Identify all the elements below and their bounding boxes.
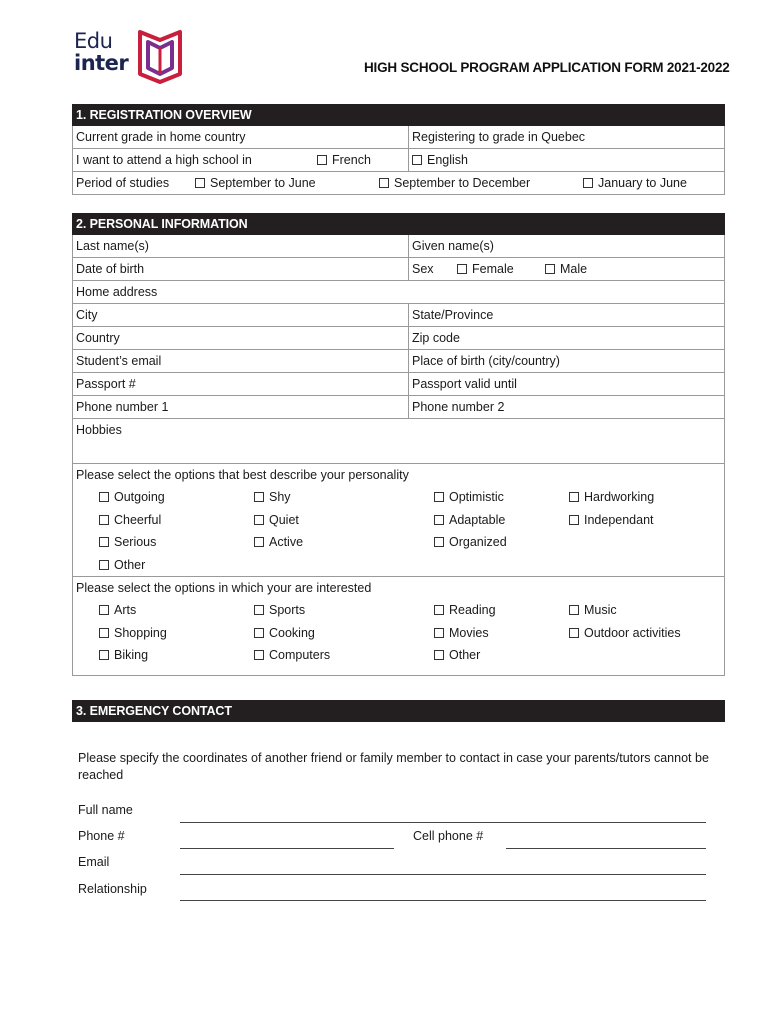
- personality-title: Please select the options that best describe your personality: [76, 468, 409, 482]
- checkbox-icon[interactable]: [99, 650, 109, 660]
- hobbies-field[interactable]: Hobbies: [76, 423, 122, 437]
- interests-block: [73, 576, 724, 675]
- dob-field[interactable]: Date of birth: [73, 258, 409, 280]
- emergency-section: [72, 700, 725, 722]
- home-address-field[interactable]: Home address: [76, 285, 158, 299]
- personality-option[interactable]: Serious: [99, 531, 156, 554]
- interests-title: Please select the options in which your are interested: [76, 581, 372, 595]
- phone1-field[interactable]: Phone number 1: [73, 396, 409, 418]
- checkbox-icon[interactable]: [99, 628, 109, 638]
- cell-phone-label: Cell phone #: [413, 829, 484, 843]
- relationship-label: Relationship: [78, 882, 147, 896]
- checkbox-icon[interactable]: [99, 560, 109, 570]
- personality-option[interactable]: Independant: [569, 509, 654, 532]
- french-option[interactable]: French: [317, 149, 371, 171]
- student-email-field[interactable]: Student’s email: [73, 350, 409, 372]
- personality-block: [73, 463, 724, 576]
- personality-option[interactable]: Active: [254, 531, 303, 554]
- personality-option[interactable]: Shy: [254, 486, 291, 509]
- checkbox-icon[interactable]: [254, 537, 264, 547]
- checkbox-icon[interactable]: [99, 515, 109, 525]
- period-sep-dec-option[interactable]: September to December: [379, 172, 530, 194]
- checkbox-icon[interactable]: [434, 515, 444, 525]
- period-jan-june-option[interactable]: January to June: [583, 172, 687, 194]
- personal-section: [72, 213, 725, 676]
- email-label: Email: [78, 855, 110, 869]
- checkbox-icon[interactable]: [99, 492, 109, 502]
- period-label: Period of studies: [76, 176, 170, 190]
- registering-grade-field[interactable]: Registering to grade in Quebec: [412, 130, 586, 144]
- full-name-input[interactable]: [180, 822, 706, 823]
- checkbox-icon[interactable]: [254, 605, 264, 615]
- sex-row: [409, 258, 724, 280]
- interest-option[interactable]: Movies: [434, 622, 489, 645]
- interest-option[interactable]: Biking: [99, 644, 148, 667]
- checkbox-icon[interactable]: [569, 515, 579, 525]
- checkbox-icon[interactable]: [99, 605, 109, 615]
- attend-label: I want to attend a high school in: [76, 153, 252, 167]
- passport-field[interactable]: Passport #: [73, 373, 409, 395]
- checkbox-icon[interactable]: [317, 155, 327, 165]
- checkbox-icon[interactable]: [545, 264, 555, 274]
- state-field[interactable]: State/Province: [412, 308, 494, 322]
- logo-text-line1: Edu: [74, 29, 113, 53]
- logo-book-icon: [134, 26, 186, 84]
- birthplace-field[interactable]: Place of birth (city/country): [412, 354, 560, 368]
- male-option[interactable]: Male: [545, 258, 587, 280]
- checkbox-icon[interactable]: [195, 178, 205, 188]
- personal-heading: 2. PERSONAL INFORMATION: [72, 213, 725, 235]
- form-title: HIGH SCHOOL PROGRAM APPLICATION FORM 2021-2022: [364, 60, 730, 75]
- edu-inter-logo: [74, 26, 186, 86]
- full-name-label: Full name: [78, 803, 133, 817]
- zip-field[interactable]: Zip code: [412, 331, 460, 345]
- female-option[interactable]: Female: [457, 258, 514, 280]
- checkbox-icon[interactable]: [569, 492, 579, 502]
- personality-option[interactable]: Outgoing: [99, 486, 165, 509]
- relationship-input[interactable]: [180, 900, 706, 901]
- cell-phone-input[interactable]: [506, 848, 706, 849]
- checkbox-icon[interactable]: [254, 515, 264, 525]
- emergency-heading: 3. EMERGENCY CONTACT: [72, 700, 725, 722]
- personality-option[interactable]: Quiet: [254, 509, 299, 532]
- checkbox-icon[interactable]: [379, 178, 389, 188]
- given-name-field[interactable]: Given name(s): [412, 239, 494, 253]
- current-grade-field[interactable]: Current grade in home country: [73, 126, 409, 148]
- last-name-field[interactable]: Last name(s): [73, 235, 409, 257]
- passport-valid-field[interactable]: Passport valid until: [412, 377, 517, 391]
- personality-option[interactable]: Cheerful: [99, 509, 161, 532]
- checkbox-icon[interactable]: [412, 155, 422, 165]
- personality-option[interactable]: Organized: [434, 531, 507, 554]
- interest-option[interactable]: Other: [434, 644, 480, 667]
- english-option[interactable]: English: [409, 149, 724, 171]
- period-sep-june-option[interactable]: September to June: [195, 172, 316, 194]
- checkbox-icon[interactable]: [434, 605, 444, 615]
- emergency-intro: Please specify the coordinates of another friend or family member to contact in case your parents/tutors cannot be reached: [78, 751, 709, 782]
- registration-section: [72, 104, 725, 195]
- interest-option[interactable]: Music: [569, 599, 617, 622]
- attend-language-row: [73, 149, 409, 171]
- interest-option[interactable]: Sports: [254, 599, 305, 622]
- checkbox-icon[interactable]: [434, 650, 444, 660]
- phone2-field[interactable]: Phone number 2: [412, 400, 505, 414]
- personality-option[interactable]: Other: [99, 554, 145, 577]
- interest-option[interactable]: Shopping: [99, 622, 167, 645]
- checkbox-icon[interactable]: [569, 605, 579, 615]
- checkbox-icon[interactable]: [254, 650, 264, 660]
- interest-option[interactable]: Computers: [254, 644, 330, 667]
- logo-text-line2: inter: [74, 51, 129, 75]
- checkbox-icon[interactable]: [457, 264, 467, 274]
- checkbox-icon[interactable]: [254, 628, 264, 638]
- sex-label: Sex: [412, 262, 434, 276]
- city-field[interactable]: City: [73, 304, 409, 326]
- personality-option[interactable]: Hardworking: [569, 486, 654, 509]
- checkbox-icon[interactable]: [434, 628, 444, 638]
- checkbox-icon[interactable]: [434, 537, 444, 547]
- interest-option[interactable]: Cooking: [254, 622, 315, 645]
- checkbox-icon[interactable]: [434, 492, 444, 502]
- phone-label: Phone #: [78, 829, 125, 843]
- checkbox-icon[interactable]: [254, 492, 264, 502]
- checkbox-icon[interactable]: [583, 178, 593, 188]
- registration-heading: 1. REGISTRATION OVERVIEW: [72, 104, 725, 126]
- email-input[interactable]: [180, 874, 706, 875]
- interest-option[interactable]: Outdoor activities: [569, 622, 681, 645]
- checkbox-icon[interactable]: [99, 537, 109, 547]
- checkbox-icon[interactable]: [569, 628, 579, 638]
- period-row: [73, 172, 724, 194]
- personality-option[interactable]: Optimistic: [434, 486, 504, 509]
- personality-option[interactable]: Adaptable: [434, 509, 505, 532]
- interest-option[interactable]: Arts: [99, 599, 136, 622]
- phone-input[interactable]: [180, 848, 394, 849]
- interest-option[interactable]: Reading: [434, 599, 496, 622]
- country-field[interactable]: Country: [73, 327, 409, 349]
